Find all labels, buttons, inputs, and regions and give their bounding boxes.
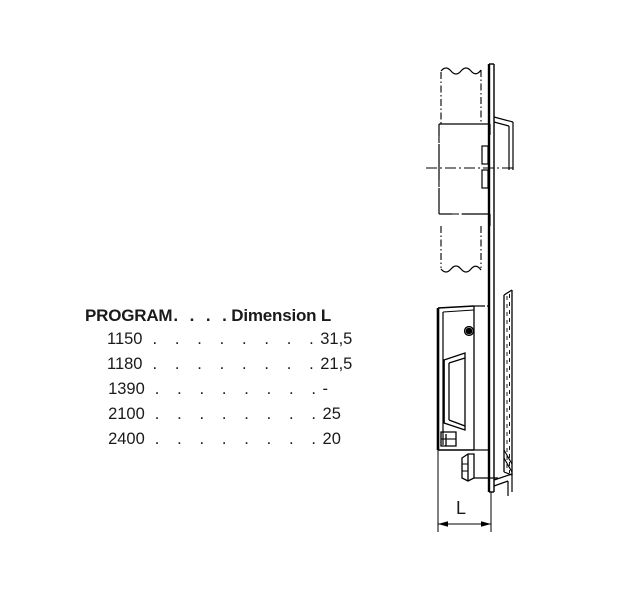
table-row [85,355,353,380]
column-header-dimension-l: Dimension L [231,306,332,325]
frame-outline-lower-dashdot [439,180,462,214]
cell-program: 1150 [107,330,143,348]
cell-leader-dots: . . . . . . . . [154,405,323,423]
table-header-row [85,306,345,326]
cell-leader-dots: . . . . . . . . [152,355,321,373]
frame-phantom-outline-upper [441,70,481,124]
keep-bracket-lower [494,474,512,496]
lock-case-body [438,306,488,450]
cell-dimension-l: - [322,380,329,398]
roller-bolt [462,454,498,481]
table-row [85,330,353,355]
arrowhead-right-icon [481,521,491,527]
specification-table [85,306,353,455]
fixing-hole-icon [465,327,474,336]
frame-phantom-outline-lower [441,226,481,268]
break-line-top [441,68,481,74]
latch-bolt-recess [444,353,465,430]
column-header-program: PROGRAM [85,306,173,325]
cell-program: 2400 [108,430,145,448]
cell-program: 2100 [108,405,145,423]
cell-dimension-l: 25 [322,405,341,423]
break-line-bottom [441,266,481,272]
table-row [85,380,345,405]
door-leaf-edge [489,64,494,492]
dimension-l-group [438,450,491,532]
strike-slot-upper [482,146,488,164]
cell-program: 1390 [108,380,145,398]
strike-plate-upper [494,117,513,170]
table-body [85,330,353,455]
technical-drawing [408,40,608,540]
drawing-svg [408,40,608,540]
cell-dimension-l: 20 [322,430,341,448]
strike-slot-lower [482,170,488,188]
cell-leader-dots: . . . . . . . . [152,330,321,348]
cell-leader-dots: . . . . . . . . [154,380,323,398]
cell-dimension-l: 31,5 [320,330,353,348]
keep-rail-strip [504,290,512,475]
table-row [85,430,345,455]
cell-leader-dots: . . . . . . . . [154,430,323,448]
header-leader-dots: . . . . [173,306,231,325]
table-row [85,405,345,430]
dimension-l-label: L [455,498,467,518]
arrowhead-left-icon [438,521,448,527]
cell-dimension-l: 21,5 [320,355,353,373]
cell-program: 1180 [107,355,143,373]
